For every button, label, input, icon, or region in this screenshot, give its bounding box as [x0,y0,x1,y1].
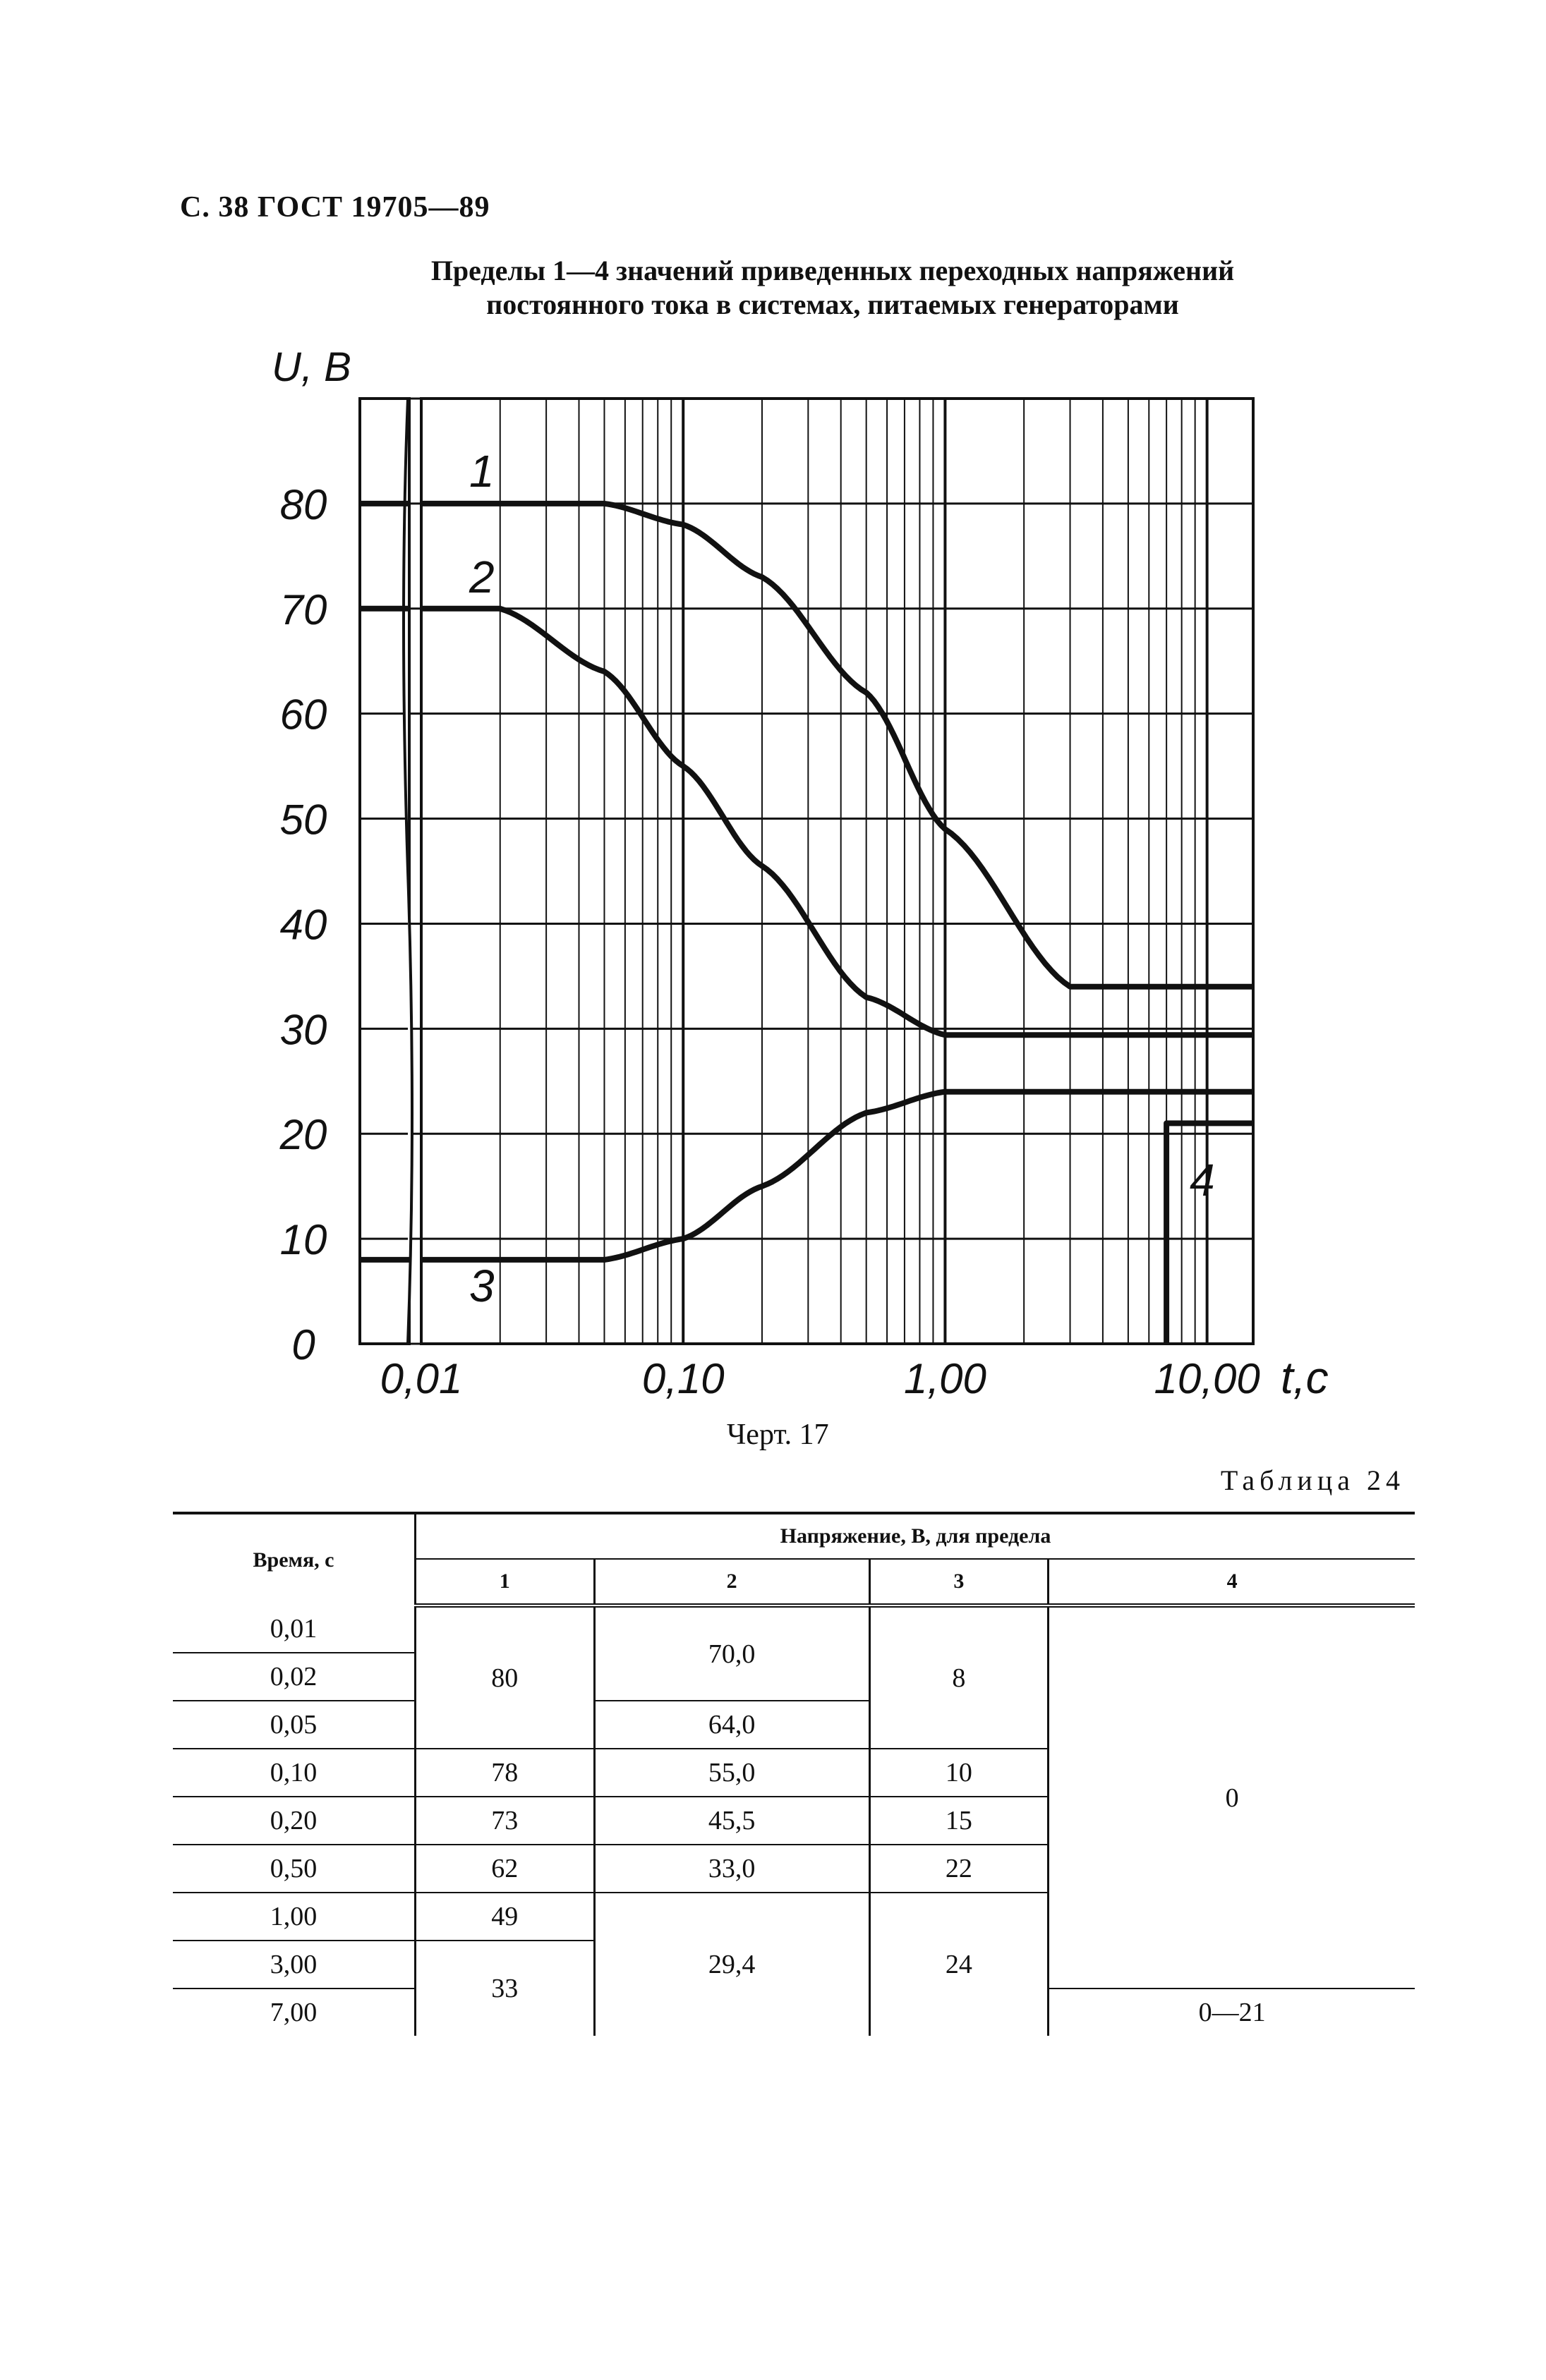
table-24 [173,1512,1415,2036]
x-axis-label: t,c [1281,1352,1329,1403]
x-tick-label: 1,00 [904,1355,986,1402]
chart-title-line-1: Пределы 1—4 значений приведенных переходных напряжений [430,255,1235,286]
limit2-cell: 45,5 [594,1797,869,1845]
y-tick-label: 70 [279,585,327,633]
table-name: Таблица 24 [1220,1464,1405,1496]
figure-caption: Черт. 17 [727,1419,829,1451]
time-cell: 0,50 [173,1845,416,1893]
series-3-line [360,1092,1253,1260]
limit2-cell: 29,4 [594,1893,869,2036]
x-tick-label: 0,10 [641,1355,725,1402]
header-limit-4: 4 [1049,1559,1415,1605]
limit2-cell: 33,0 [594,1845,869,1893]
time-cell: 0,02 [173,1653,416,1701]
time-cell: 0,10 [173,1749,416,1797]
time-cell: 0,20 [173,1797,416,1845]
page-header: С. 38 ГОСТ 19705—89 [180,191,490,224]
header-voltage-group: Напряжение, В, для предела [416,1513,1415,1559]
y-tick-label: 30 [279,1006,327,1054]
limit1-cell: 73 [416,1797,595,1845]
series-3-label: 3 [469,1261,495,1311]
series-1-label: 1 [469,446,495,497]
x-tick-label: 0,01 [380,1355,463,1402]
limit1-cell: 49 [416,1893,595,1941]
chart-grid [360,399,1253,1344]
x-tick-label: 10,00 [1154,1355,1260,1402]
y-tick-label: 0 [291,1321,315,1368]
header-limit-1: 1 [416,1559,595,1605]
limit2-cell: 55,0 [594,1749,869,1797]
y-tick-label: 80 [279,480,327,528]
header-time: Время, с [173,1513,416,1605]
limit3-cell: 10 [869,1749,1049,1797]
limit1-cell: 78 [416,1749,595,1797]
limit3-cell: 8 [869,1605,1049,1749]
time-cell: 3,00 [173,1941,416,1989]
y-tick-label: 10 [279,1216,327,1264]
limit1-cell: 80 [416,1605,595,1749]
series-4-label: 4 [1190,1155,1215,1206]
table-row [173,1605,1415,1653]
y-tick-label: 20 [279,1111,327,1159]
limit1-cell: 62 [416,1845,595,1893]
header-limit-2: 2 [594,1559,869,1605]
time-cell: 1,00 [173,1893,416,1941]
y-axis-label: U, B [272,344,351,390]
y-tick-label: 40 [279,901,327,949]
header-limit-3: 3 [869,1559,1049,1605]
time-cell: 0,05 [173,1701,416,1749]
y-tick-label: 60 [279,691,327,739]
limit4-cell: 0—21 [1049,1989,1415,2036]
limit3-cell: 22 [869,1845,1049,1893]
time-cell: 7,00 [270,1998,318,2027]
series-2-label: 2 [469,552,495,602]
limit2-cell: 70,0 [594,1605,869,1701]
axis-break-strip [360,399,409,1344]
y-tick-label: 50 [279,796,327,844]
limit3-cell: 15 [869,1797,1049,1845]
limit2-cell: 64,0 [594,1701,869,1749]
chart-title-line-2: постоянного тока в системах, питаемых генераторами [486,289,1179,320]
chart-axes [360,399,1253,1344]
limit4-cell: 0 [1049,1605,1415,1989]
limit3-cell: 24 [869,1893,1049,2036]
time-cell: 0,01 [173,1605,416,1653]
axis-break-mark [404,399,412,1344]
series-2-line [360,609,1253,1036]
limit1-cell: 33 [416,1941,595,2036]
